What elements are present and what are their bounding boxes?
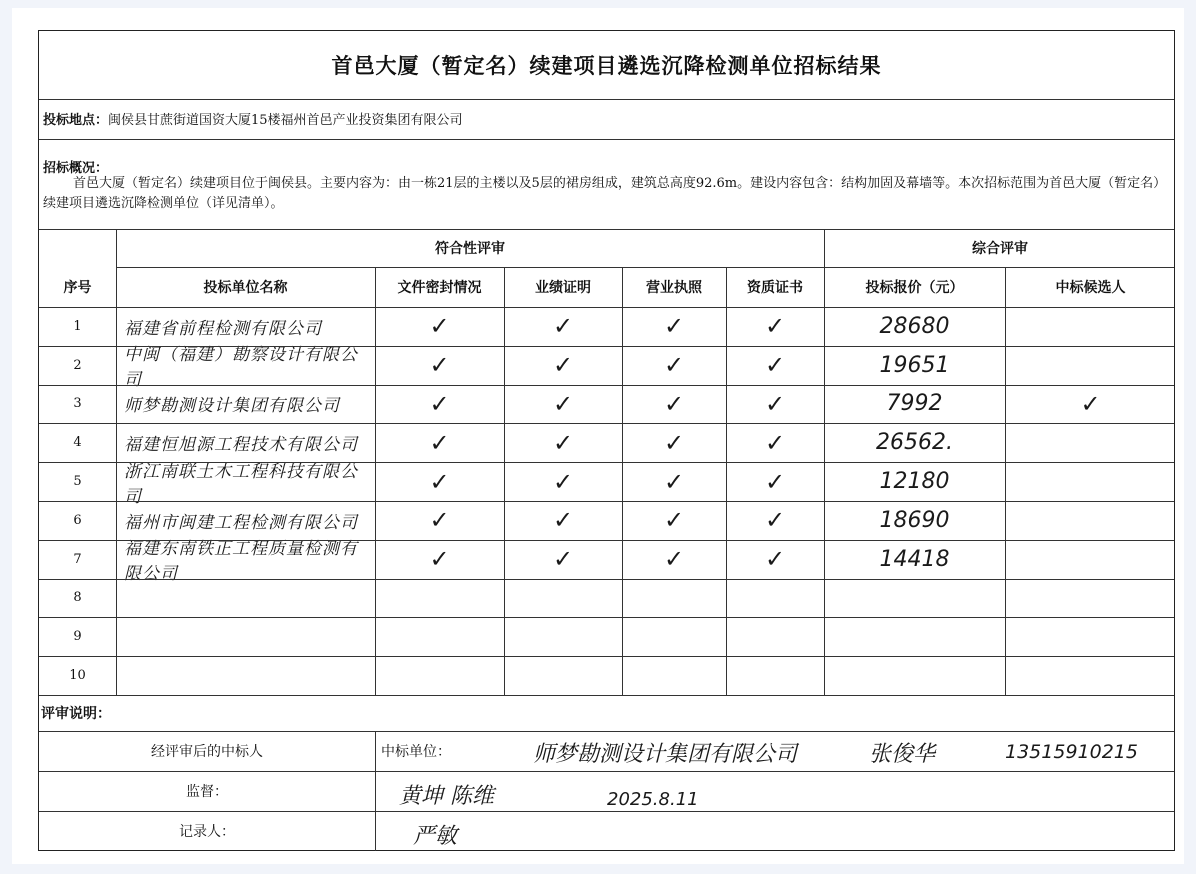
result-table-frame <box>38 30 1175 851</box>
overview-label: 招标概况： <box>43 161 109 176</box>
row-bid-price: 7992 <box>886 391 943 417</box>
row-bid-price: 18690 <box>879 507 950 533</box>
row-seal-check: ✓ <box>429 428 450 457</box>
col-seq: 序号 <box>63 280 92 296</box>
col-candidate: 中标候选人 <box>1055 280 1126 296</box>
row-seq: 10 <box>69 668 86 684</box>
row-seq: 5 <box>73 474 82 490</box>
row-candidate-check <box>1005 540 1176 579</box>
row-license-check: ✓ <box>663 389 685 418</box>
col-bidder: 投标单位名称 <box>203 280 288 296</box>
row-license-check: ✓ <box>663 467 685 496</box>
row-qualification-check: ✓ <box>764 428 786 457</box>
bid-location-value: 闽侯县甘蔗街道国资大厦15楼福州首邑产业投资集团有限公司 <box>108 113 463 128</box>
row-candidate-check <box>1005 501 1176 540</box>
row-license-check: ✓ <box>663 312 685 341</box>
row-performance-check: ✓ <box>552 428 574 457</box>
row-qualification-check: ✓ <box>764 312 786 341</box>
row-bid-price <box>824 579 1005 618</box>
row-license-check: ✓ <box>663 506 685 535</box>
page-title: 首邑大厦（暂定名）续建项目遴选沉降检测单位招标结果 <box>331 53 882 78</box>
row-license-check <box>622 579 726 618</box>
bid-location <box>43 109 463 128</box>
row-bidder-name: 中闽（福建）勘察设计有限公司 <box>124 345 358 391</box>
row-seal-check: ✓ <box>429 506 450 535</box>
supervisor-label: 监督： <box>186 784 228 800</box>
compliance-review-header: 符合性评审 <box>435 241 505 257</box>
row-license-check <box>622 656 726 695</box>
row-performance-check <box>504 656 622 695</box>
row-seq: 2 <box>73 357 82 373</box>
row-qualification-check: ✓ <box>764 467 786 496</box>
row-bid-price: 26562. <box>876 430 953 456</box>
row-seal-check <box>375 656 504 695</box>
row-bidder-name: 福州市闽建工程检测有限公司 <box>124 512 358 533</box>
row-seal-check <box>375 579 504 618</box>
row-candidate-check <box>1005 617 1176 656</box>
winner-unit-label: 中标单位： <box>381 744 451 760</box>
row-bid-price <box>824 656 1005 695</box>
document-page <box>12 8 1184 864</box>
row-seq: 3 <box>73 396 82 412</box>
recorder-label: 记录人： <box>179 824 235 840</box>
row-candidate-check <box>1005 579 1176 618</box>
row-candidate-check <box>1005 346 1176 385</box>
supervisor-signatures: 黄坤 陈维 <box>399 784 494 809</box>
row-qualification-check: ✓ <box>764 351 786 380</box>
row-candidate-check <box>1005 462 1176 501</box>
row-performance-check: ✓ <box>552 312 574 341</box>
row-seal-check: ✓ <box>429 312 450 341</box>
row-bidder-name: 福建东南铁正工程质量检测有限公司 <box>124 539 358 585</box>
row-seq: 9 <box>73 629 82 645</box>
row-seal-check: ✓ <box>429 351 450 380</box>
row-bidder-name: 浙江南联土木工程科技有限公司 <box>124 461 358 507</box>
winner-phone-signature: 13515910215 <box>1005 741 1138 763</box>
bid-location-label: 投标地点： <box>43 113 109 128</box>
row-seq: 1 <box>73 318 82 334</box>
row-license-check: ✓ <box>663 351 685 380</box>
row-performance-check <box>504 617 622 656</box>
row-seal-check: ✓ <box>429 467 450 496</box>
row-seq: 4 <box>73 435 82 451</box>
row-performance-check <box>504 579 622 618</box>
winner-contact-signature: 张俊华 <box>869 742 936 767</box>
supervisor-date: 2025.8.11 <box>607 789 699 810</box>
row-qualification-check: ✓ <box>764 545 786 574</box>
row-bid-price: 14418 <box>879 546 950 572</box>
row-seq: 8 <box>73 590 82 606</box>
row-bidder-name <box>116 579 375 618</box>
row-bidder-name <box>116 617 375 656</box>
row-seal-check <box>375 617 504 656</box>
row-seal-check: ✓ <box>429 389 450 418</box>
row-qualification-check <box>726 579 824 618</box>
row-license-check: ✓ <box>663 545 685 574</box>
row-performance-check: ✓ <box>552 545 574 574</box>
overview-text: 首邑大厦（暂定名）续建项目位于闽侯县。主要内容为：由一栋21层的主楼以及5层的裙房组成，建筑总高度92.6m。建设内容包含：结构加固及幕墙等。本次招标范围为首邑大厦（暂定名）续建项目遴选沉降检测单位（详见清单）。 <box>43 176 1167 211</box>
row-bidder-name: 师梦勘测设计集团有限公司 <box>124 396 340 417</box>
row-bid-price: 19651 <box>879 352 950 378</box>
row-qualification-check <box>726 617 824 656</box>
row-license-check <box>622 617 726 656</box>
row-qualification-check: ✓ <box>764 389 786 418</box>
row-license-check: ✓ <box>663 428 685 457</box>
winner-label: 经评审后的中标人 <box>151 744 263 760</box>
row-performance-check: ✓ <box>552 351 574 380</box>
row-seq: 6 <box>73 512 82 528</box>
row-performance-check: ✓ <box>552 467 574 496</box>
col-qualification: 资质证书 <box>747 280 803 296</box>
recorder-signature: 严敏 <box>413 824 458 849</box>
row-bidder-name: 福建省前程检测有限公司 <box>124 318 322 339</box>
row-performance-check: ✓ <box>552 389 574 418</box>
col-seal: 文件密封情况 <box>397 280 482 296</box>
overall-review-header: 综合评审 <box>972 241 1028 257</box>
row-bid-price: 12180 <box>879 469 950 495</box>
winner-unit-signature: 师梦勘测设计集团有限公司 <box>533 742 798 767</box>
review-notes-label: 评审说明： <box>41 706 111 722</box>
col-performance: 业绩证明 <box>535 280 591 296</box>
col-license: 营业执照 <box>646 280 702 296</box>
row-bidder-name: 福建恒旭源工程技术有限公司 <box>124 435 358 456</box>
row-bidder-name <box>116 656 375 695</box>
row-candidate-check <box>1005 656 1176 695</box>
row-seal-check: ✓ <box>429 545 450 574</box>
row-qualification-check <box>726 656 824 695</box>
row-performance-check: ✓ <box>552 506 574 535</box>
col-price: 投标报价（元） <box>865 280 964 296</box>
row-qualification-check: ✓ <box>764 506 786 535</box>
row-seq: 7 <box>73 551 82 567</box>
row-candidate-check: ✓ <box>1080 389 1101 418</box>
row-candidate-check <box>1005 423 1176 462</box>
row-candidate-check <box>1005 307 1176 346</box>
row-bid-price <box>824 617 1005 656</box>
row-bid-price: 28680 <box>879 313 950 339</box>
